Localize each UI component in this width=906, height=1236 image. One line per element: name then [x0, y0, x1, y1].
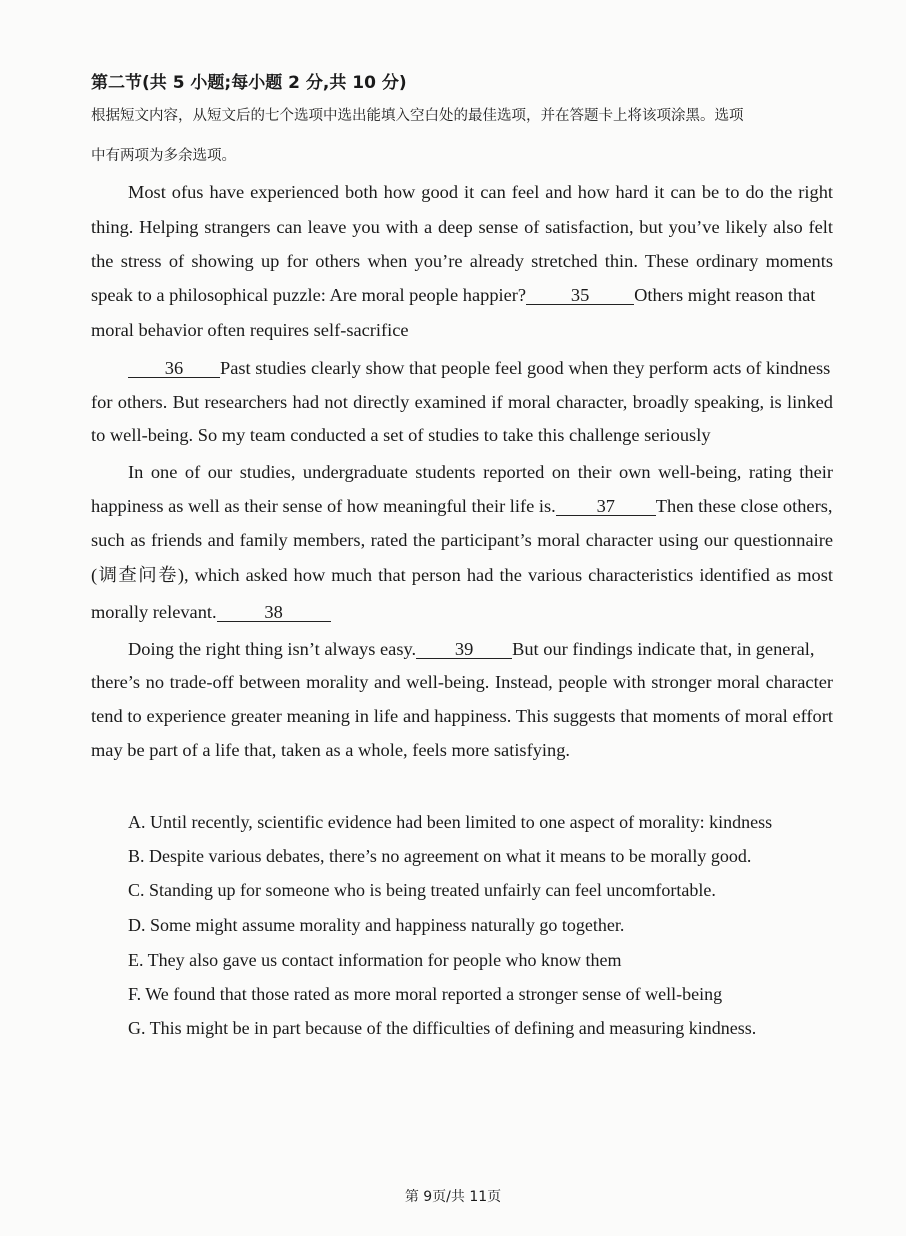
passage-line: the stress of showing up for others when you’re already stretched thin. These ordinary moments — [91, 251, 833, 271]
passage-line: In one of our studies, undergraduate students reported on their own well-being, rating their — [128, 462, 833, 482]
passage-line — [91, 284, 833, 306]
passage-text: morally relevant. — [91, 602, 217, 622]
passage-line: (调查问卷), which asked how much that person had the various characteristics identified as most — [91, 565, 833, 585]
passage-line: to well-being. So my team conducted a set of studies to take this challenge seriously — [91, 425, 711, 445]
section-title: 第二节(共 5 小题;每小题 2 分,共 10 分) — [91, 73, 407, 93]
option-b: B. Despite various debates, there’s no agreement on what it means to be morally good. — [128, 846, 752, 866]
blank-37: 37 — [556, 497, 656, 516]
option-f: F. We found that those rated as more moral reported a stronger sense of well-being — [128, 984, 723, 1004]
passage-text: speak to a philosophical puzzle: Are moral people happier? — [91, 285, 527, 305]
option-g: G. This might be in part because of the difficulties of defining and measuring kindness. — [128, 1018, 757, 1038]
passage-line: for others. But researchers had not directly examined if moral character, broadly speaking, is linked — [91, 392, 833, 412]
passage-line: tend to experience greater meaning in life and happiness. This suggests that moments of moral effort — [91, 706, 833, 726]
instructions-line-1: 根据短文内容，从短文后的七个选项中选出能填入空白处的最佳选项，并在答题卡上将该项涂黑。选项 — [91, 108, 744, 124]
page-footer: 第 9页/共 11页 — [404, 1189, 502, 1205]
passage-line: such as friends and family members, rated the participant’s moral character using our questionnaire — [91, 530, 833, 550]
blank-35: 35 — [526, 286, 634, 305]
option-a: A. Until recently, scientific evidence had been limited to one aspect of morality: kindness — [128, 812, 773, 832]
option-d: D. Some might assume morality and happiness naturally go together. — [128, 915, 625, 935]
blank-38: 38 — [217, 603, 331, 622]
option-c: C. Standing up for someone who is being treated unfairly can feel uncomfortable. — [128, 880, 716, 900]
blank-39: 39 — [416, 640, 512, 659]
instructions-line-2: 中有两项为多余选项。 — [91, 148, 236, 164]
passage-text: happiness as well as their sense of how meaningful their life is. — [91, 496, 556, 516]
option-e: E. They also gave us contact information for people who know them — [128, 950, 622, 970]
passage-text: But our findings indicate that, in general, — [512, 639, 815, 659]
passage-text: Past studies clearly show that people feel good when they perform acts of kindness — [220, 358, 831, 378]
passage-text: Doing the right thing isn’t always easy. — [128, 639, 417, 659]
passage-line — [91, 601, 833, 623]
passage-line — [128, 357, 833, 379]
passage-line — [91, 495, 833, 517]
passage-line — [128, 638, 833, 660]
passage-line: there’s no trade-off between morality and well-being. Instead, people with stronger moral character — [91, 672, 833, 692]
passage-line: moral behavior often requires self-sacrifice — [91, 320, 409, 340]
passage-line: thing. Helping strangers can leave you with a deep sense of satisfaction, but you’ve likely also felt — [91, 217, 833, 237]
passage-line: may be part of a life that, taken as a whole, feels more satisfying. — [91, 740, 571, 760]
passage-text: Others might reason that — [634, 285, 816, 305]
passage-text: Then these close others, — [655, 496, 833, 516]
passage-line: Most ofus have experienced both how good it can feel and how hard it can be to do the right — [128, 182, 833, 202]
blank-36: 36 — [128, 359, 220, 378]
